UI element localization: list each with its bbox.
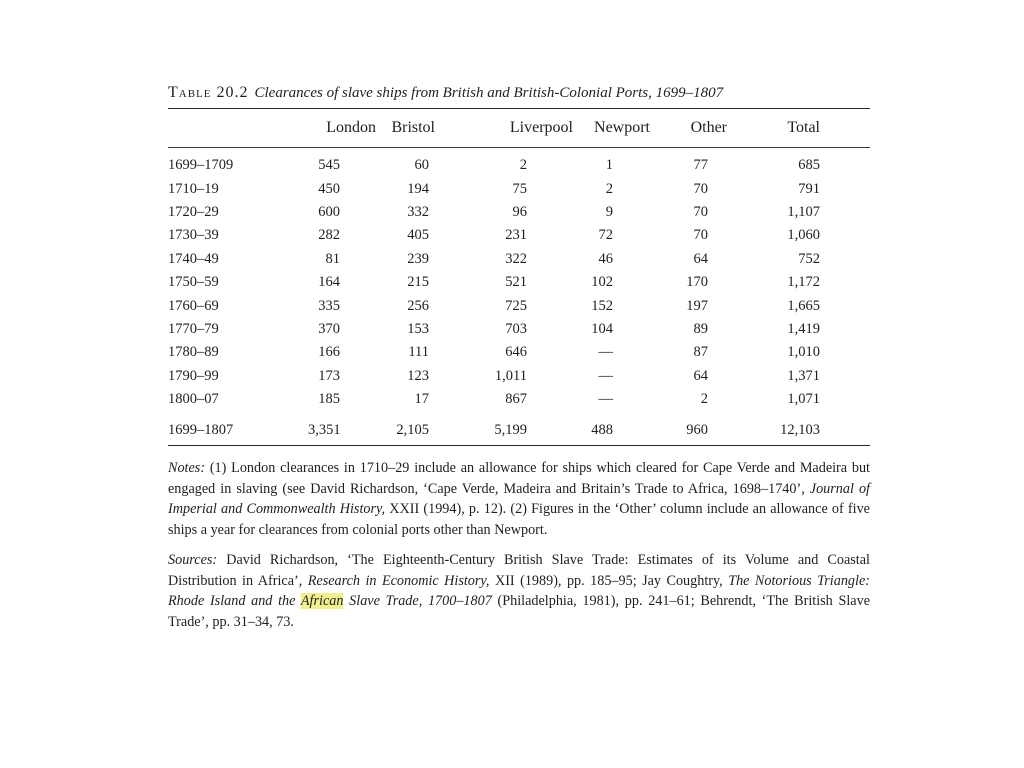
cell-london: 282 [318, 227, 340, 244]
cell-london: 545 [318, 157, 340, 174]
cell-bristol: 332 [407, 203, 429, 220]
cell-other: 70 [693, 180, 708, 197]
cell-total: 1,665 [787, 297, 820, 314]
header-newport: Newport [573, 109, 652, 148]
cell-other: 87 [693, 344, 708, 361]
cell-total: 1,060 [787, 227, 820, 244]
total-other: 960 [652, 411, 739, 446]
total-liverpool: 5,199 [467, 411, 573, 446]
cell-total: 1,172 [787, 274, 820, 291]
cell-total: 791 [798, 180, 820, 197]
cell-london: 166 [318, 344, 340, 361]
cell-total: 1,010 [787, 344, 820, 361]
table-title: Clearances of slave ships from British and British-Colonial Ports, 1699–1807 [254, 85, 724, 101]
cell-london: 185 [318, 391, 340, 408]
cell-newport: 9 [605, 203, 613, 220]
cell-total: 1,419 [787, 320, 820, 337]
cell-period: 1699–1709 [168, 157, 234, 174]
cell-liverpool: 2 [519, 157, 527, 174]
cell-liverpool: 646 [505, 344, 527, 361]
cell-total: 685 [798, 157, 820, 174]
clearances-table [168, 109, 870, 446]
total-total: 12,103 [739, 411, 870, 446]
sources-paragraph [168, 550, 870, 632]
cell-newport: — [598, 367, 613, 384]
table-row [168, 224, 870, 247]
total-bristol: 2,105 [376, 411, 467, 446]
cell-other: 2 [700, 391, 708, 408]
cell-london: 600 [318, 203, 340, 220]
cell-other: 70 [693, 203, 708, 220]
cell-bristol: 194 [407, 180, 429, 197]
cell-liverpool: 96 [512, 203, 527, 220]
cell-period: 1800–07 [168, 391, 219, 408]
notes-label: Notes: [168, 460, 206, 477]
cell-bristol: 405 [407, 227, 429, 244]
cell-period: 1790–99 [168, 367, 219, 384]
cell-other: 64 [693, 367, 708, 384]
notes-text-2: XXII (1994), p. 12). (2) Figures in the ‘Other’ column include an allowance of five ships a year for clearances from colonial ports other than Newport. [168, 501, 870, 538]
table-row [168, 388, 870, 411]
highlighted-word: African [300, 593, 344, 610]
cell-london: 450 [318, 180, 340, 197]
cell-newport: — [598, 391, 613, 408]
cell-newport: 104 [591, 320, 613, 337]
header-london: London [308, 109, 376, 148]
cell-other: 170 [686, 274, 708, 291]
notes-text-1: (1) London clearances in 1710–29 include an allowance for ships which cleared for Cape Verde and Madeira but engaged in slaving (see David Richardson, ‘Cape Verde, Madeira and Britain’s Trade to Africa, 1698–1740’, [168, 460, 870, 497]
table-row [168, 248, 870, 271]
table-row [168, 294, 870, 317]
header-liverpool: Liverpool [467, 109, 573, 148]
cell-other: 89 [693, 320, 708, 337]
cell-liverpool: 725 [505, 297, 527, 314]
cell-other: 77 [693, 157, 708, 174]
notes-block [168, 458, 870, 632]
cell-other: 70 [693, 227, 708, 244]
cell-period: 1750–59 [168, 274, 219, 291]
table-row [168, 271, 870, 294]
cell-newport: 102 [591, 274, 613, 291]
cell-newport: — [598, 344, 613, 361]
cell-period: 1760–69 [168, 297, 219, 314]
sources-journal: Research in Economic History, [307, 572, 490, 589]
table-caption [168, 84, 870, 109]
header-other: Other [652, 109, 739, 148]
cell-liverpool: 231 [505, 227, 527, 244]
table-header-row [168, 109, 870, 148]
cell-london: 81 [325, 250, 340, 267]
cell-other: 64 [693, 250, 708, 267]
sources-text-2: XII (1989), pp. 185–95; Jay Coughtry, [489, 572, 729, 589]
notes-paragraph [168, 458, 870, 540]
document-page [168, 84, 870, 642]
table-row [168, 365, 870, 388]
sources-text-3: (Philadelphia, 1981), pp. 241–61; Behrendt, ‘The British Slave Trade’, pp. 31–34, 73. [168, 593, 870, 630]
cell-period: 1740–49 [168, 250, 219, 267]
cell-london: 173 [318, 367, 340, 384]
total-newport: 488 [573, 411, 652, 446]
cell-total: 1,071 [787, 391, 820, 408]
cell-bristol: 153 [407, 320, 429, 337]
cell-liverpool: 867 [505, 391, 527, 408]
cell-total: 752 [798, 250, 820, 267]
total-london: 3,351 [308, 411, 376, 446]
cell-london: 164 [318, 274, 340, 291]
table-label: Table 20.2 [168, 84, 249, 101]
cell-newport: 72 [598, 227, 613, 244]
sources-book-post: Slave Trade, 1700–1807 [343, 593, 492, 610]
notes-journal: Journal of Imperial and Commonwealth History, [168, 480, 870, 518]
cell-liverpool: 322 [505, 250, 527, 267]
sources-text-1: David Richardson, ‘The Eighteenth-Century British Slave Trade: Estimates of its Volume and Coastal Distribution in Africa’, [168, 552, 870, 589]
cell-london: 335 [318, 297, 340, 314]
cell-newport: 2 [605, 180, 613, 197]
table-row [168, 148, 870, 178]
cell-bristol: 123 [407, 367, 429, 384]
cell-period: 1730–39 [168, 227, 219, 244]
table-row [168, 318, 870, 341]
cell-total: 1,107 [787, 203, 820, 220]
cell-newport: 1 [605, 157, 613, 174]
cell-liverpool: 703 [505, 320, 527, 337]
header-total: Total [739, 109, 870, 148]
cell-liverpool: 521 [505, 274, 527, 291]
cell-liverpool: 75 [512, 180, 527, 197]
cell-newport: 152 [591, 297, 613, 314]
cell-liverpool: 1,011 [494, 367, 527, 384]
cell-bristol: 17 [414, 391, 429, 408]
cell-bristol: 111 [408, 344, 429, 361]
cell-bristol: 239 [407, 250, 429, 267]
table-total-row [168, 411, 870, 446]
cell-period: 1770–79 [168, 320, 219, 337]
table-row [168, 341, 870, 364]
cell-bristol: 60 [414, 157, 429, 174]
cell-newport: 46 [598, 250, 613, 267]
header-period [168, 109, 308, 148]
cell-bristol: 215 [407, 274, 429, 291]
cell-london: 370 [318, 320, 340, 337]
cell-period: 1780–89 [168, 344, 219, 361]
table-row [168, 177, 870, 200]
cell-other: 197 [686, 297, 708, 314]
total-period: 1699–1807 [168, 411, 308, 446]
sources-label: Sources: [168, 552, 218, 569]
table-row [168, 201, 870, 224]
header-bristol: Bristol [376, 109, 467, 148]
cell-period: 1720–29 [168, 203, 219, 220]
cell-total: 1,371 [787, 367, 820, 384]
cell-period: 1710–19 [168, 180, 219, 197]
cell-bristol: 256 [407, 297, 429, 314]
sources-book-pre: The Notorious Triangle: Rhode Island and the [168, 572, 870, 610]
